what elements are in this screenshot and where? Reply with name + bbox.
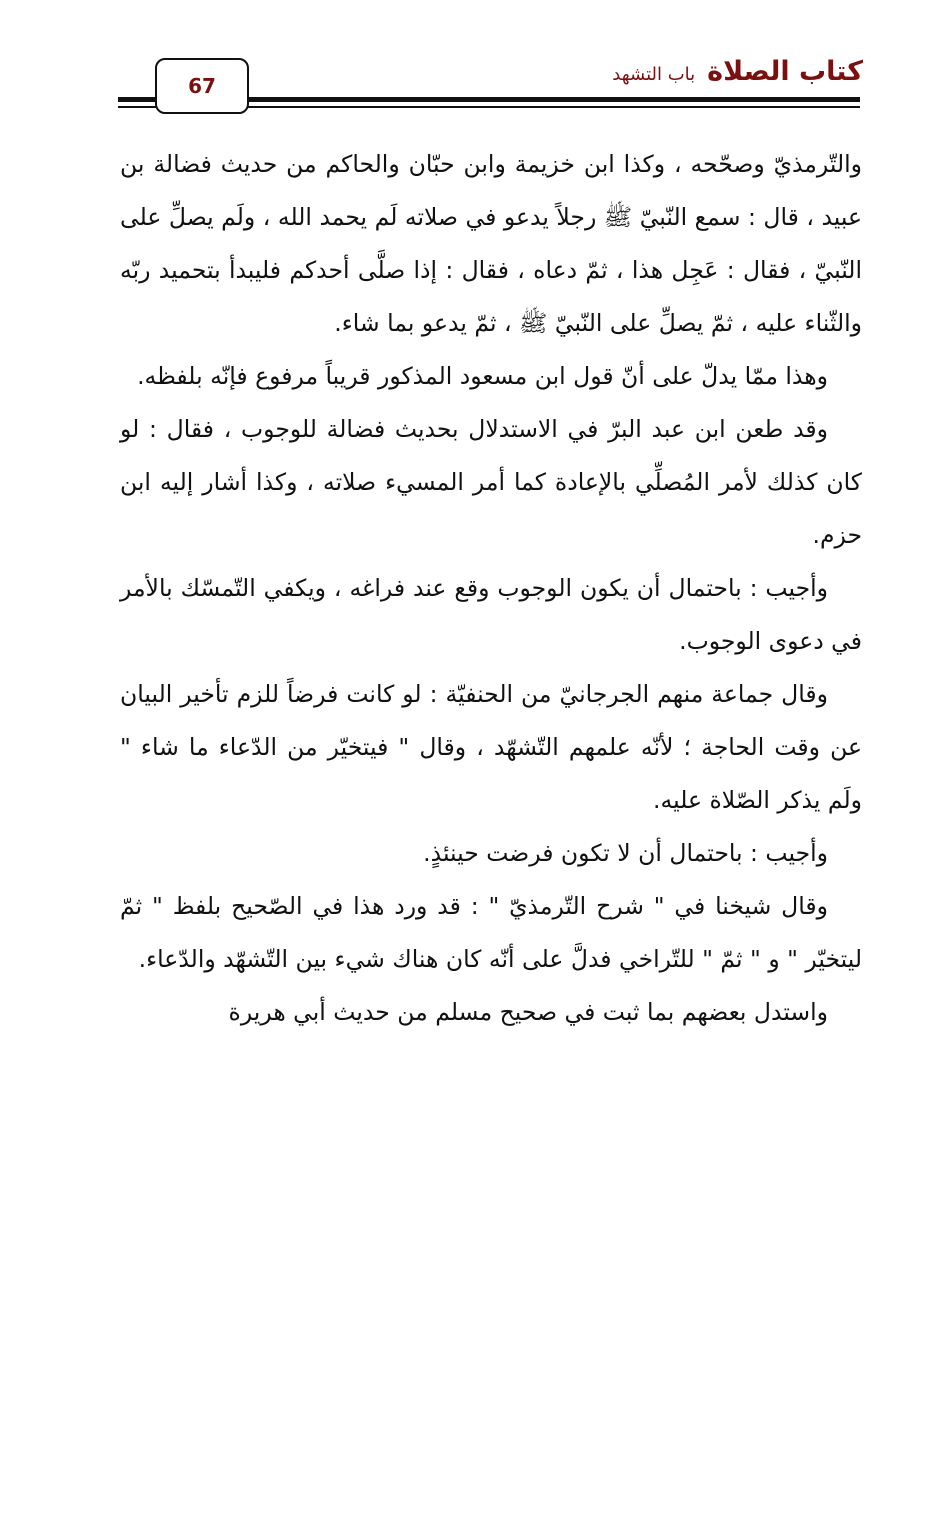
paragraph-8: واستدل بعضهم بما ثبت في صحيح مسلم من حديث أبي هريرة (228, 998, 828, 1026)
book-title: كتاب الصلاة (707, 56, 863, 87)
paragraph-5: وقال جماعة منهم الجرجانيّ من الحنفيّة : لو كانت فرضاً للزم تأخير البيان عن وقت الحاجة ؛ لأنّه علمهم التّشهّد ، وقال " فيتخيّر من الدّعاء ما شاء " ولَم يذكر الصّلاة عليه. (120, 680, 862, 814)
paragraph-2: وهذا ممّا يدلّ على أنّ قول ابن مسعود المذكور قريباً مرفوع فإنّه بلفظه. (137, 362, 828, 390)
page-number: 67 (155, 58, 249, 114)
chapter-title: باب التشهد (612, 64, 696, 85)
paragraph-7: وقال شيخنا في " شرح التّرمذيّ " : قد ورد هذا في الصّحيح بلفظ " ثمّ ليتخيّر " و " ثمّ " للتّراخي فدلَّ على أنّه كان هناك شيء بين التّشهّد والدّعاء. (120, 892, 862, 973)
running-head (612, 56, 863, 87)
page-header (0, 0, 945, 120)
paragraph-1: والتّرمذيّ وصحّحه ، وكذا ابن خزيمة وابن حبّان والحاكم من حديث فضالة بن عبيد ، قال : سمع النّبيّ ﷺ رجلاً يدعو في صلاته لَم يحمد الله ، ولَم يصلِّ على النّبيّ ، فقال : عَجِل هذا ، ثمّ دعاه ، فقال : إذا صلَّى أحدكم فليبدأ بتحميد ربّه والثّناء عليه ، ثمّ يصلِّ على النّبيّ ﷺ ، ثمّ يدعو بما شاء. (120, 150, 862, 337)
paragraph-6: وأجيب : باحتمال أن لا تكون فرضت حينئذٍ. (423, 839, 828, 867)
main-text (120, 138, 862, 1039)
paragraph-3: وقد طعن ابن عبد البرّ في الاستدلال بحديث فضالة للوجوب ، فقال : لو كان كذلك لأمر المُصلِّي بالإعادة كما أمر المسيء صلاته ، وكذا أشار إليه ابن حزم. (120, 415, 862, 549)
paragraph-4: وأجيب : باحتمال أن يكون الوجوب وقع عند فراغه ، ويكفي التّمسّك بالأمر في دعوى الوجوب. (120, 574, 862, 655)
